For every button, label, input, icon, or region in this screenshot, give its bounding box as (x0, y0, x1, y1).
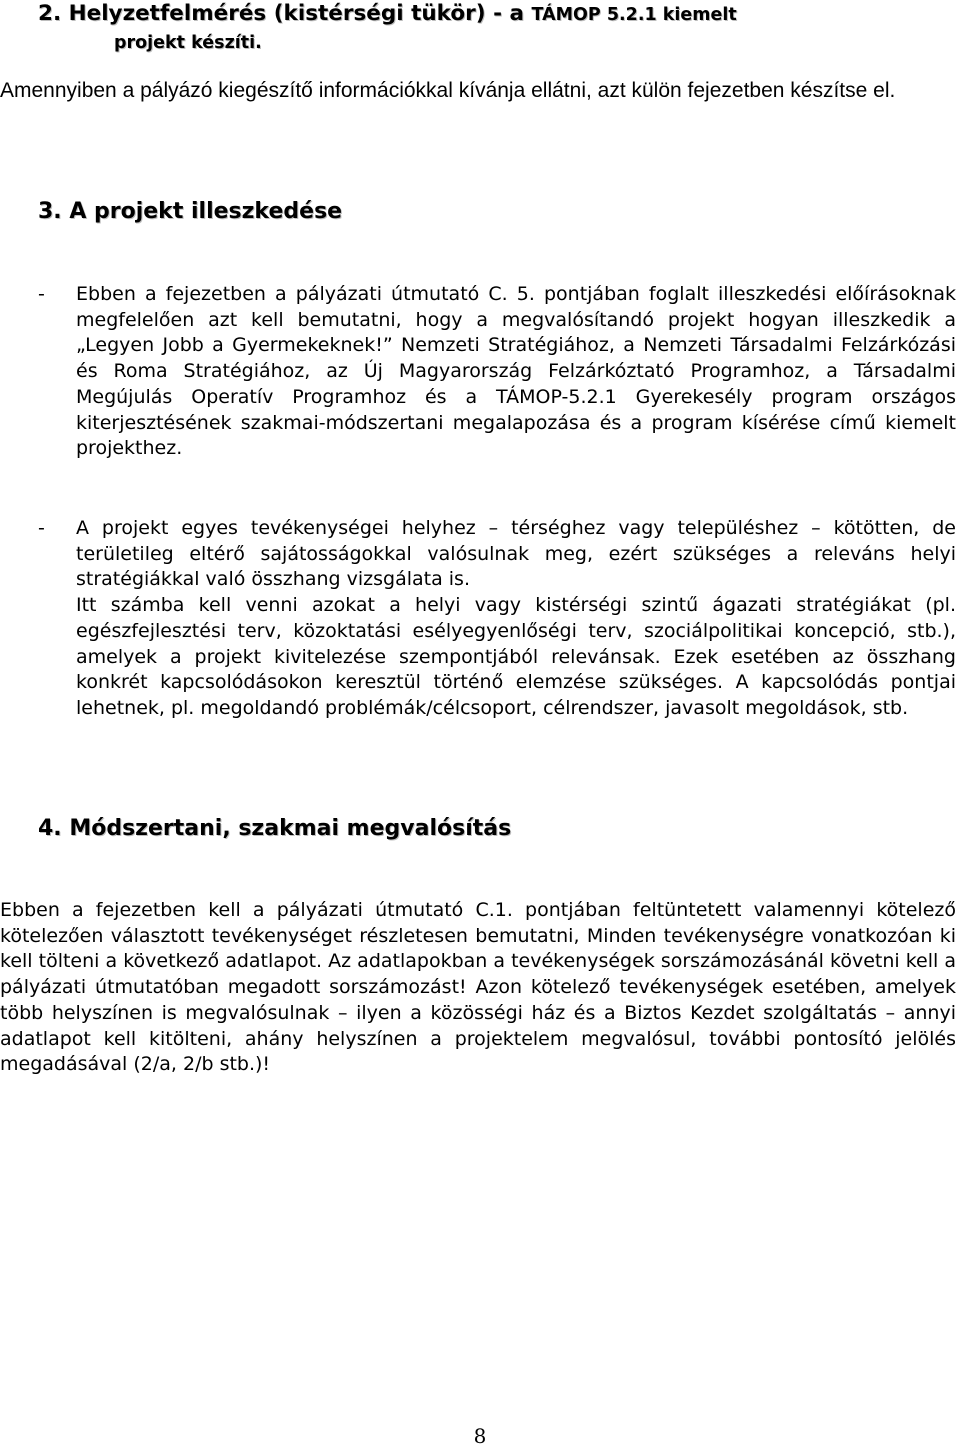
section-2-heading-line2: projekt készíti. (114, 33, 262, 53)
section-2-heading-tail: TÁMOP 5.2.1 kiemelt (531, 5, 737, 25)
section-2-note: Amennyiben a pályázó kiegészítő információkkal kívánja ellátni, azt külön fejezetben készítse el. (0, 79, 896, 102)
section-3-heading: 3. A projekt illeszkedése (38, 199, 343, 224)
section-3-bullet-2 (76, 516, 956, 722)
section-3-bullet-2-paragraph-1: A projekt egyes tevékenységei helyhez – térséghez vagy településhez – kötötten, de területileg eltérő sajátosságokkal valósulnak meg, ezért szükséges a releváns helyi stratégiákkal való összhang vizsgálata is. (76, 517, 956, 591)
page-number: 8 (473, 1424, 487, 1448)
section-4-heading: 4. Módszertani, szakmai megvalósítás (38, 816, 512, 841)
bullet-marker: - (38, 283, 45, 305)
section-2-heading-main: 2. Helyzetfelmérés (kistérségi tükör) - a (38, 1, 524, 26)
section-2-heading (38, 0, 958, 57)
section-4-body: Ebben a fejezetben kell a pályázati útmutató C.1. pontjában feltüntetett valamennyi kötelező kötelezően választott tevékenységet részletesen bemutatni, Minden tevékenységre vonatkozóan ki kell tölteni a következő adatlapot. Az adatlapokban a tevékenységek sorszámozásánál követni kell a pályázati útmutatóban megadott sorszámozást! Azon kötelező tevékenységek esetében, amelyek több helyszínen is megvalósulnak – ilyen a közösségi ház és a Biztos Kezdet szolgáltatás – annyi adatlapot kell kitölteni, ahány helyszínen a projektelem megvalósul, további pontosító jelölés megadásával (2/a, 2/b stb.)! (0, 899, 956, 1076)
bullet-marker: - (38, 517, 45, 539)
section-3-bullet-1: Ebben a fejezetben a pályázati útmutató C. 5. pontjában foglalt illeszkedési előírásoknak megfelelően azt kell bemutatni, hogy a megvalósítandó projekt hogyan illeszkedik a „Legyen Jobb a Gyermekeknek!” Nemzeti Stratégiához, a Nemzeti Társadalmi Felzárkózási és Roma Stratégiához, az Új Magyarország Felzárkóztató Programhoz, a Társadalmi Megújulás Operatív Programhoz és a TÁMOP-5.2.1 Gyerekesély program országos kiterjesztésének szakmai-módszertani megalapozása és a program kísérése című kiemelt projekthez. (76, 283, 956, 460)
section-3-bullet-2-paragraph-2: Itt számba kell venni azokat a helyi vagy kistérségi szintű ágazati stratégiákat (pl. egészfejlesztési terv, közoktatási esélyegyenlőségi terv, szociálpolitikai koncepció, stb.), amelyek a projekt kivitelezése szempontjából relevánsak. Ezek esetében az összhang konkrét kapcsolódásokon keresztül történő elemzése szükséges. A kapcsolódás pontjai lehetnek, pl. megoldandó problémák/célcsoport, célrendszer, javasolt megoldások, stb. (76, 594, 956, 719)
